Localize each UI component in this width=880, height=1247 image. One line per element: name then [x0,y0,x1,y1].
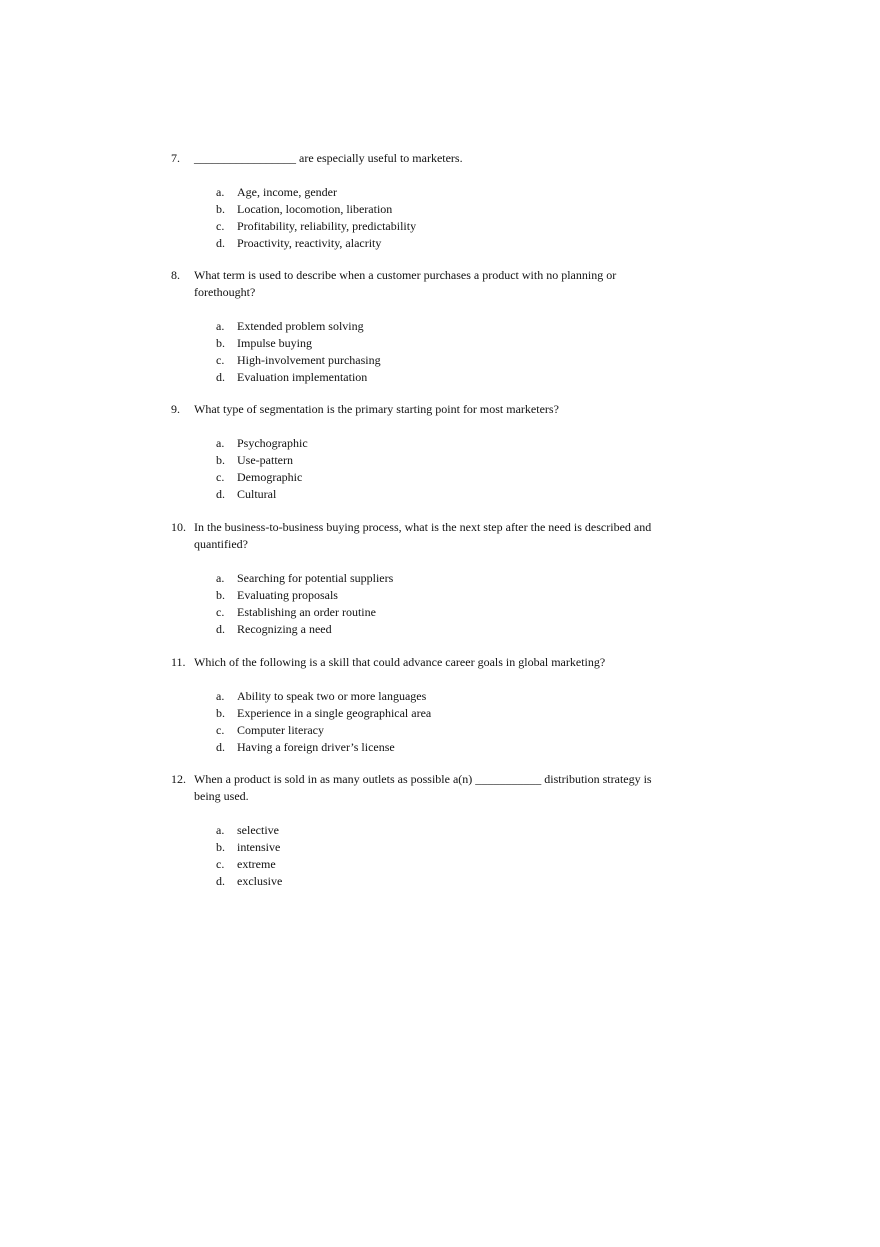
option-text: selective [237,823,279,837]
question-text: Which of the following is a skill that could advance career goals in global marketing? [194,655,606,669]
option-letter: b. [216,706,225,720]
answer-option-a [216,822,726,839]
question-7 [171,150,681,252]
question-text: What type of segmentation is the primary starting point for most marketers? [194,402,559,416]
answer-option-d [216,621,726,638]
question-number: 7. [171,151,180,165]
question-text: What term is used to describe when a customer purchases a product with no planning or forethought? [194,268,617,299]
option-text: Computer literacy [237,723,324,737]
answer-option-b [216,705,726,722]
option-text: Experience in a single geographical area [237,706,432,720]
option-text: Location, locomotion, liberation [237,202,393,216]
answer-options [216,184,726,252]
answer-option-d [216,739,726,756]
answer-option-a [216,688,726,705]
option-text: Establishing an order routine [237,605,376,619]
question-10 [171,519,681,638]
option-text: Ability to speak two or more languages [237,689,427,703]
option-letter: a. [216,436,225,450]
answer-option-b [216,839,726,856]
option-letter: c. [216,219,225,233]
answer-options [216,688,726,756]
answer-option-b [216,335,726,352]
option-letter: b. [216,202,225,216]
option-letter: d. [216,622,225,636]
option-letter: c. [216,857,225,871]
option-text: exclusive [237,874,283,888]
option-text: Recognizing a need [237,622,332,636]
answer-option-d [216,235,726,252]
option-letter: a. [216,185,225,199]
answer-option-c [216,352,726,369]
question-stem [171,401,681,418]
option-text: Searching for potential suppliers [237,571,394,585]
option-text: Psychographic [237,436,308,450]
option-letter: d. [216,487,225,501]
question-number: 12. [171,772,186,786]
question-text: _________________ are especially useful to marketers. [194,151,463,165]
option-text: High-involvement purchasing [237,353,381,367]
answer-option-d [216,369,726,386]
option-letter: b. [216,588,225,602]
question-number: 11. [171,655,186,669]
option-text: Age, income, gender [237,185,337,199]
answer-option-b [216,452,726,469]
question-9 [171,401,681,503]
option-text: Profitability, reliability, predictability [237,219,417,233]
answer-options [216,822,726,890]
option-text: Use-pattern [237,453,293,467]
option-letter: a. [216,689,225,703]
answer-option-b [216,587,726,604]
answer-option-d [216,486,726,503]
question-11 [171,654,681,756]
option-letter: a. [216,571,225,585]
option-text: Evaluating proposals [237,588,338,602]
question-text: When a product is sold in as many outlets as possible a(n) ___________ distribution strategy is being used. [194,772,652,803]
option-letter: a. [216,823,225,837]
option-text: Cultural [237,487,277,501]
option-letter: b. [216,840,225,854]
answer-option-c [216,722,726,739]
option-text: Impulse buying [237,336,312,350]
answer-option-b [216,201,726,218]
answer-option-c [216,469,726,486]
option-text: Having a foreign driver’s license [237,740,395,754]
question-stem [171,519,681,553]
option-text: Evaluation implementation [237,370,368,384]
option-text: extreme [237,857,276,871]
option-letter: c. [216,605,225,619]
option-letter: a. [216,319,225,333]
option-letter: c. [216,723,225,737]
answer-options [216,435,726,503]
answer-options [216,570,726,638]
option-text: intensive [237,840,281,854]
question-stem [171,771,681,805]
question-stem [171,150,681,167]
option-letter: c. [216,353,225,367]
answer-option-d [216,873,726,890]
option-text: Extended problem solving [237,319,364,333]
question-text: In the business-to-business buying process, what is the next step after the need is described and quantified? [194,520,652,551]
question-stem [171,267,681,301]
question-number: 10. [171,520,186,534]
answer-option-a [216,570,726,587]
answer-option-c [216,218,726,235]
question-number: 9. [171,402,180,416]
answer-option-c [216,604,726,621]
answer-option-a [216,318,726,335]
option-letter: d. [216,874,225,888]
answer-option-a [216,435,726,452]
question-8 [171,267,681,386]
answer-option-a [216,184,726,201]
option-text: Proactivity, reactivity, alacrity [237,236,382,250]
option-text: Demographic [237,470,303,484]
question-number: 8. [171,268,180,282]
question-stem [171,654,681,671]
option-letter: b. [216,336,225,350]
answer-options [216,318,726,386]
option-letter: b. [216,453,225,467]
question-12 [171,771,681,890]
option-letter: c. [216,470,225,484]
option-letter: d. [216,740,225,754]
option-letter: d. [216,370,225,384]
option-letter: d. [216,236,225,250]
answer-option-c [216,856,726,873]
